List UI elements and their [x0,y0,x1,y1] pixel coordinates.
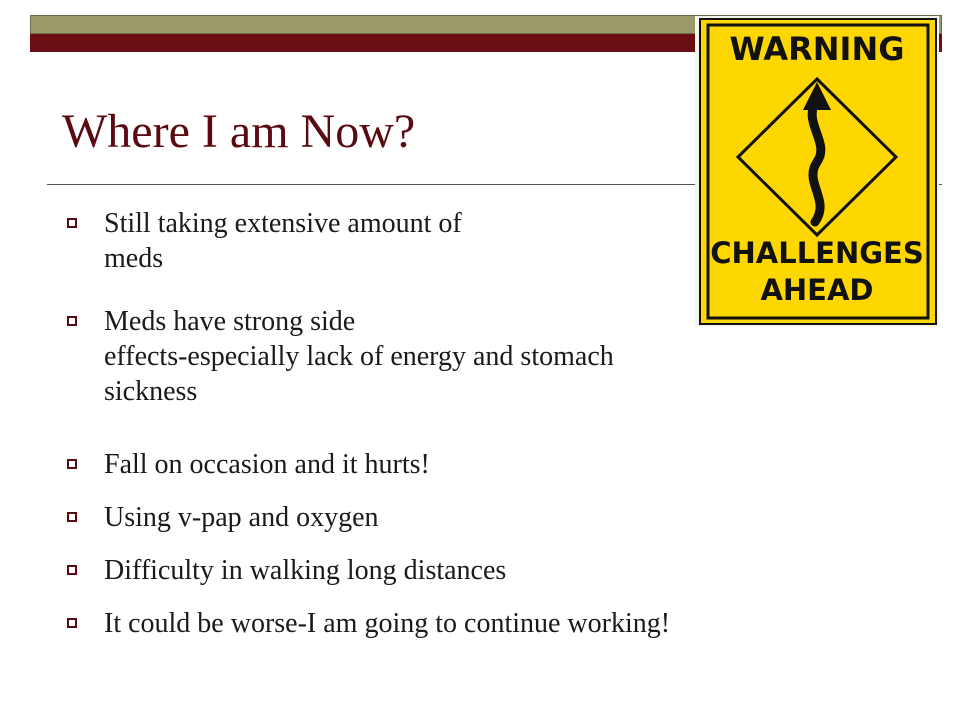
bullet-item [104,553,506,588]
bullet-item [104,206,462,276]
square-bullet-icon [67,565,77,575]
bullet-item [104,500,379,535]
warning-sign-image [695,16,939,327]
bullet-text-line: sickness [104,376,198,407]
square-bullet-icon [67,618,77,628]
bullet-item [104,304,614,409]
bullet-text-line: It could be worse-I am going to continue working! [104,608,671,639]
square-bullet-icon [67,316,77,326]
sign-bottom-text-2: AHEAD [760,273,874,307]
bullet-text-line: meds [104,243,164,274]
square-bullet-icon [67,218,77,228]
square-bullet-icon [67,459,77,469]
sign-top-text: WARNING [729,30,905,68]
bullet-item [104,606,670,641]
bullet-text-line: Difficulty in walking long distances [104,555,507,586]
bullet-text-line: Still taking extensive amount of [104,208,462,239]
bullet-text-line: Fall on occasion and it hurts! [104,449,430,480]
sign-bottom-text-1: CHALLENGES [710,236,924,270]
square-bullet-icon [67,512,77,522]
bullet-item [104,447,430,482]
bullet-text-line: Using v-pap and oxygen [104,502,379,533]
bullet-text-line: Meds have strong side [104,306,356,337]
slide-title: Where I am Now? [62,105,416,158]
bullet-text-line: effects-especially lack of energy and stomach [104,341,614,372]
